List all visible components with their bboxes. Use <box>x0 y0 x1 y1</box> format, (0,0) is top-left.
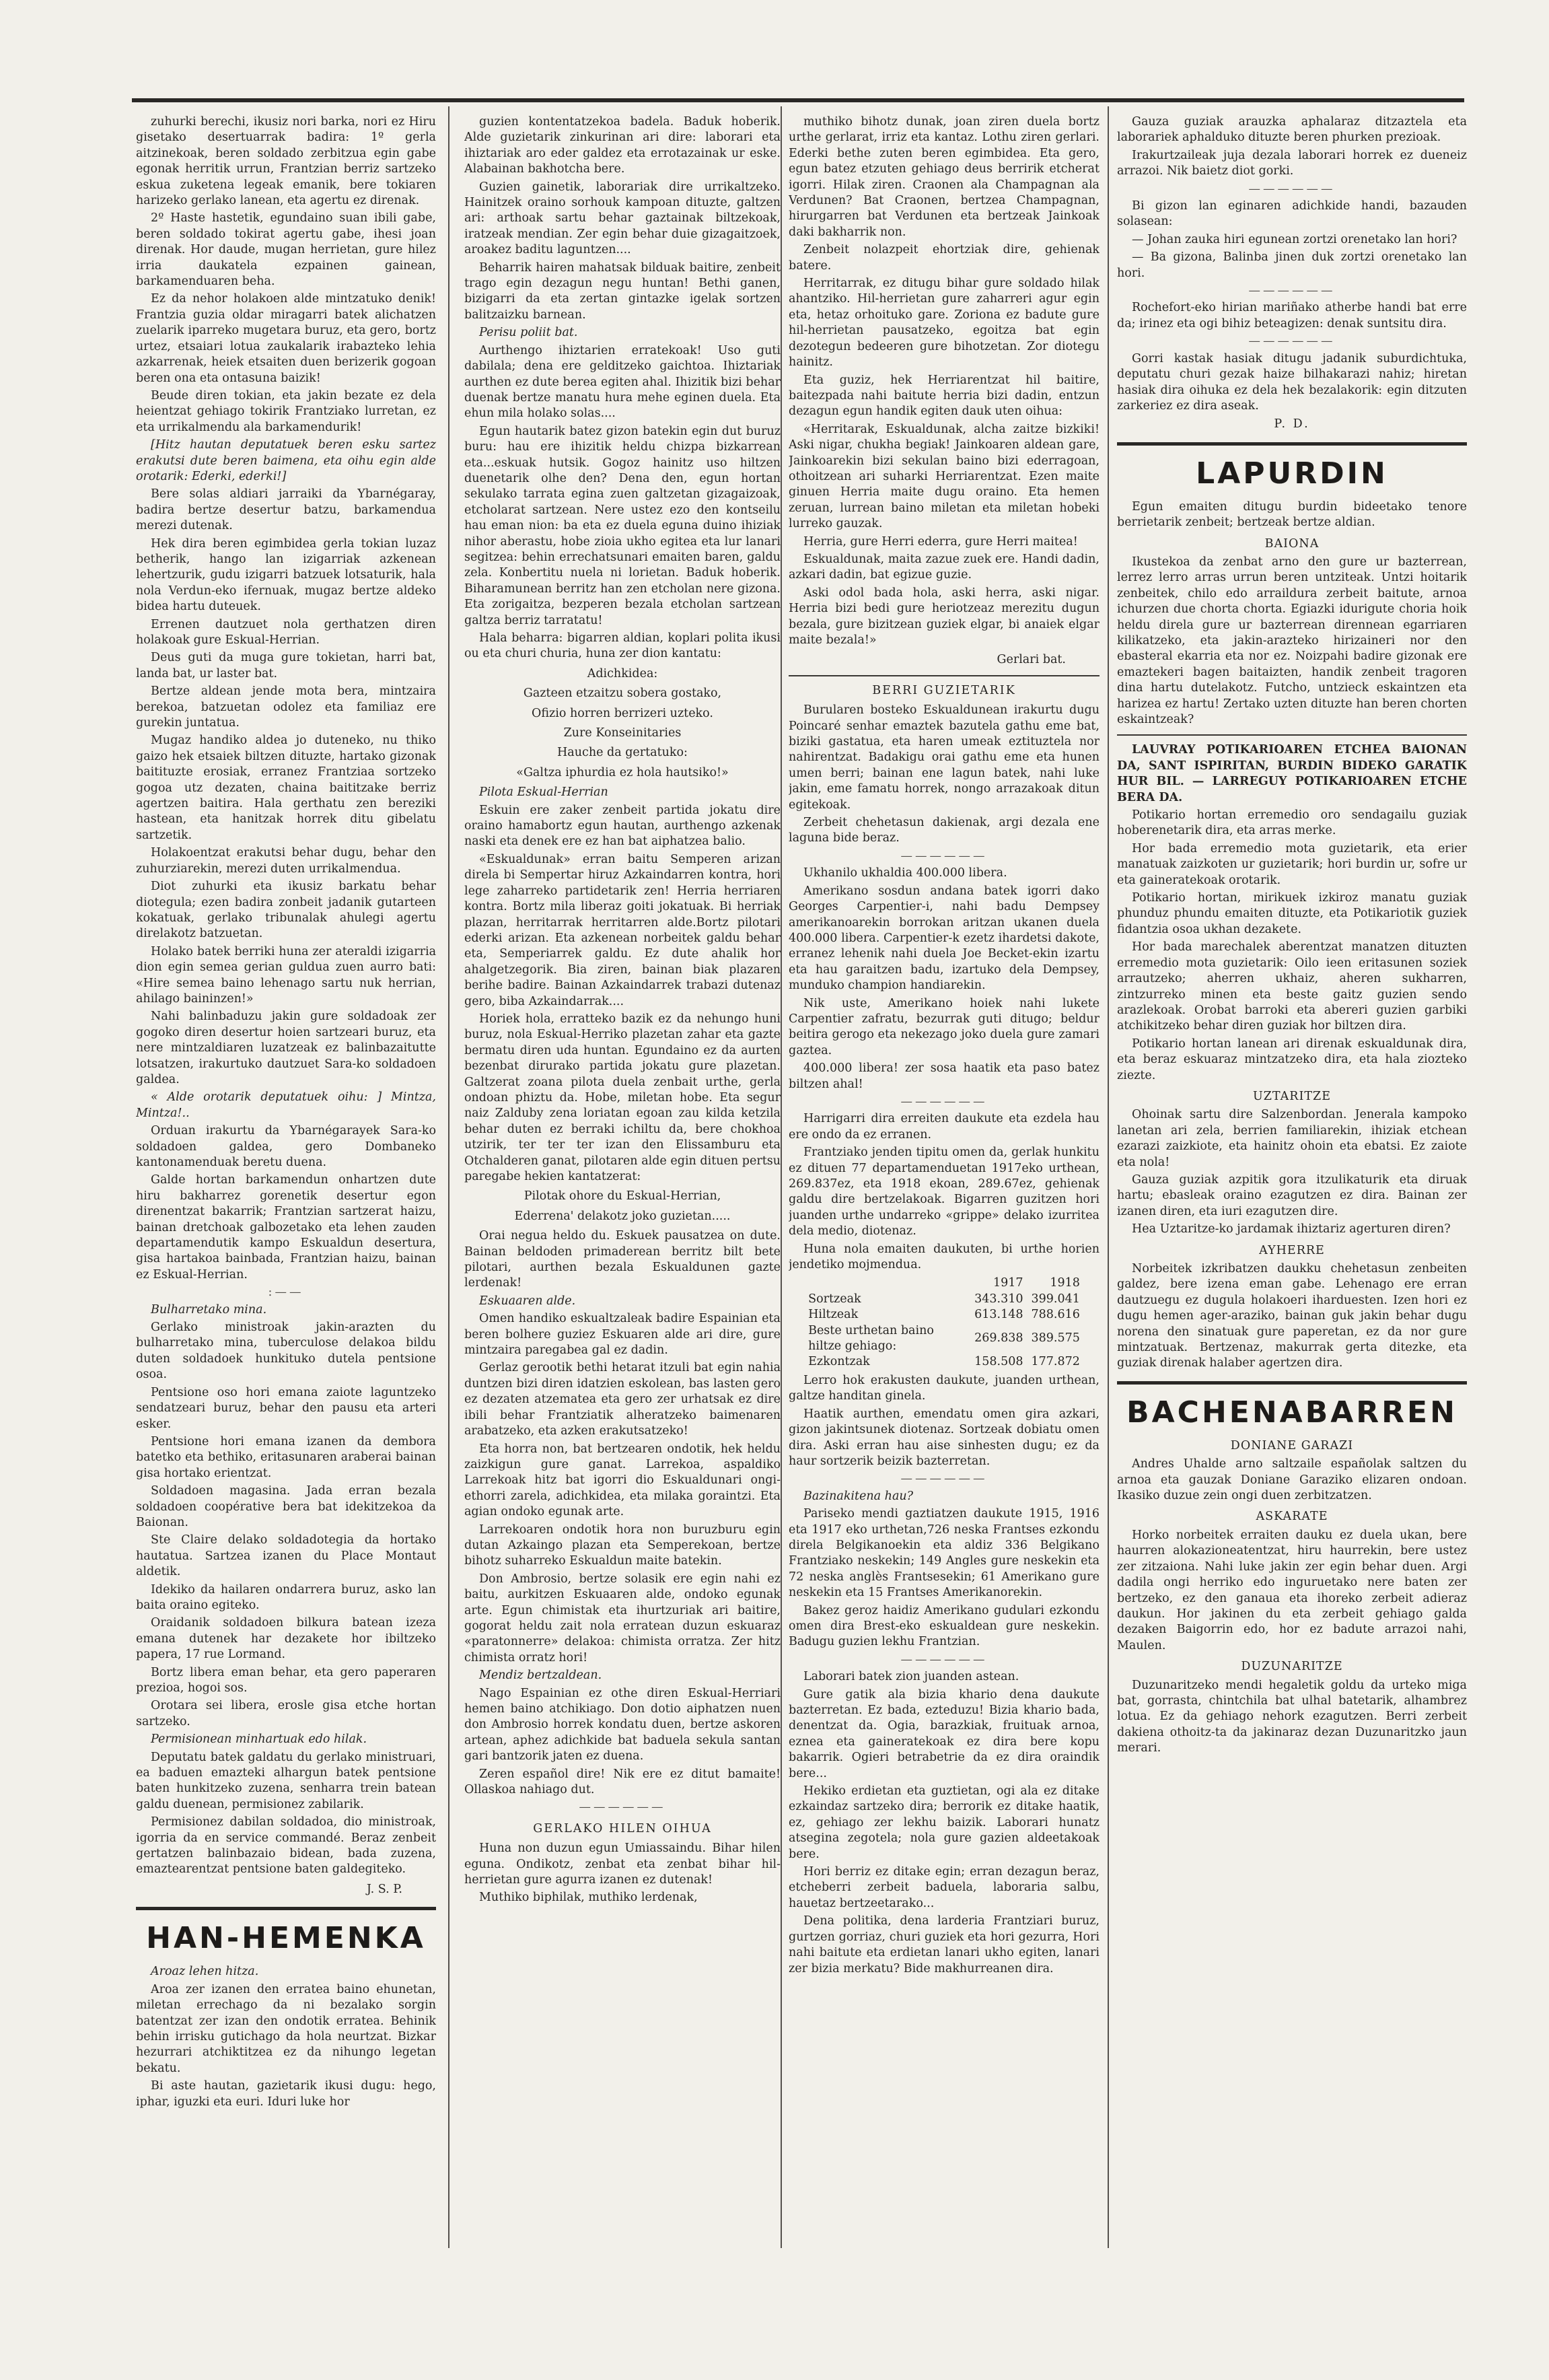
paragraph: Zenbeit nolazpeit ehortziak dire, gehienak batere. <box>789 243 1100 273</box>
paragraph: Horko norbeitek erraiten dauku ez duela ukan, bere haurren alokazioneatentzat, hiru haurrekin, bere ustez zer zitzaiona. Nahi luke jakin zer egin behar duen. Argi dadila ongi herriko edo inguruetako nere baten zer bertzeko, ez den ganaua eta ihoreko zerbeit adieraz daukun. Hor jakinen du eta zerbeit gehiago galda dezaken Baigorrin edo, hor ez badute arrazoi nahi, Maulen. <box>1117 1528 1467 1652</box>
paragraph: Hea Uztaritze-ko jardamak ihiztariz agerturen diren? <box>1132 1222 1451 1236</box>
separator: —————— <box>900 1472 988 1486</box>
paragraph: zuhurki berechi, ikusiz nori barka, nori ez Hiru gisetako desertuarrak badira: 1º gerla aitzinekoak, beren soldado zerbitzua egin gabe egonak herritik urrun, Frantzian berriz sartzeko eskua zuketena legeak emanik, bere tokiaren harizeko gerlako lanean, eta agertu ez direnak. <box>136 115 436 208</box>
population-table <box>804 1275 1084 1370</box>
paragraph: Oraidanik soldadoen bilkura batean izeza emana dutenek har dezakete hor ibiltzeko papera, 17 rue Lormand. <box>136 1616 436 1662</box>
paragraph: Deus guti da muga gure tokietan, harri bat, landa bat, ur laster bat. <box>136 651 436 680</box>
paragraph: Errenen dautzuet nola gerthatzen diren holakoak gure Eskual-Herrian. <box>136 617 436 647</box>
paragraph: Diot zuhurki eta ikusiz barkatu behar diotegula; ezen badira zonbeit jadanik gutarteen kokatuak, gerlako tribunalak ahulegi agertu direlakotz batzuetan. <box>136 880 436 941</box>
paragraph: Huna nola emaiten daukuten, bi urthe horien jendetiko mojmendua. <box>789 1242 1100 1272</box>
paragraph: Hekiko erdietan eta guztietan, ogi ala ez ditake ezkaindaz sartzeko dira; berrorik ez ditake haatik, ez, gehiago zer lekhu baizik. Laborari hunatz atsegina zegotela; nola gure gazien aldeetakoak bere. <box>789 1784 1100 1861</box>
separator: —————— <box>1248 182 1336 196</box>
paragraph: Hek dira beren egimbidea gerla tokian luzaz betherik, hango lan izigarriak azkenean lehertzurik, gudu izigarri batzuek lotsaturik, hala nola Verdun-eko ifernuak, mugaz bertze aldeko bidea hartu duteuek. <box>136 536 436 614</box>
place-heading: UZTARITZE <box>1253 1089 1331 1103</box>
paragraph: Don Ambrosio, bertze solasik ere egin nahi ez baitu, aurkitzen Eskuaaren alde, ondoko egunak arte. Egun chimistak eta ihurtzuriak ari baitire, gogorat heldu zait nola erratean duzun eskuaraz «paratonnerre» delakoa: chimista orratza. Zer hitz chimista orratz hori! <box>464 1572 781 1665</box>
separator: —————— <box>900 1094 988 1109</box>
section-heading: HAN-HEMENKA <box>146 1921 426 1956</box>
paragraph: Holako batek berriki huna zer ateraldi izigarria dion egin semea gerian guldua zuen aurro bati: «Hire semea baino lehenago sartu nuk herrian, ahilago baininzen!» <box>136 944 436 1006</box>
paragraph: Gerlako ministroak jakin-arazten du bulharretako mina, tuberculose delakoa bildu duten soldadoek hunkituko dutela pentsione osoa. <box>136 1321 436 1382</box>
signature: P. D. <box>1274 417 1310 431</box>
paragraph: Pentsione oso hori emana zaiote laguntzeko sendatzeari buruz, behar den pausu eta arteri esker. <box>136 1385 436 1431</box>
table-cell: 343.310 <box>974 1292 1023 1306</box>
table-year: 1917 <box>993 1276 1023 1290</box>
paragraph: Horiek hola, erratteko bazik ez da nehungo huni buruz, nola Eskual-Herriko plazetan zahar eta gazte bermatu diren uda huntan. Egundaino ez da aurten bezenbat dirurako partida jokatu gure plazetan. Galtzerat zoana pilota duela zenbait urthe, gerla ondoan phiztu da. Hobe, miletan hobe. Eta segur naiz Zalduby zena loriatan egoan zau kilda ketzila behar duten ez berraki ichiltu da, bere chokhoa utzirik, ter ter ter izan den Elissamburu eta Otchalderen ganat, pilotaren alde egin dituen pertsu paregabe hekien kantatzerat: <box>464 1012 781 1183</box>
column-3 <box>789 114 1100 2248</box>
paragraph: Larrekoaren ondotik hora non buruzburu egin dutan Azkaingo plazan eta Semperekoan, bertze bihotz suharreko Eskualdun maite batekin. <box>464 1523 781 1568</box>
section-heading-box <box>1117 442 1467 493</box>
verse-heading: Adichkidea: <box>587 666 658 680</box>
quote-line: Ederrena' delakotz joko guzietan..... <box>514 1209 731 1223</box>
table-row <box>804 1307 1084 1323</box>
paragraph: Egun hautarik batez gizon batekin egin dut buruz buru: hau ere ihizitik heldu chizpa bizkarrean eta...eskuak hutsik. Gogoz hainitz uso hiltzen duenetarik olhe den? Dena den, egun hortan sekulako tarrata egina zuen galtzetan gizagaizoak, etcholarat sartzean. Nere ustez ezo den kontseilu hau eman nion: ba eta ez duela eguna duino ihiziak nihor aberastu, hobe zioia ukho egitea eta lur lanari segitzea: behin errechatsunari emaiten baren, galdu zela. Konbertitu nuela ni lorietan. Baduk hoberik. Biharamunean berritz han zen etcholan nere gizona. Eta zorigaitza, bezperen bezala etcholan sartzean galtza berriz tarratatu! <box>464 424 781 627</box>
paragraph: Frantziako jenden tipitu omen da, gerlak hunkitu ez dituen 77 departamenduetan 1917eko urthean, 269.837ez, eta 1918 ekoan, 289.67ez, gehienak galdu dire bertzelakoak. Bigarren guzitzen hori juanden urthe undarreko «grippe» delako izurritea dela medio, diotenaz. <box>789 1146 1100 1238</box>
column-rule <box>781 106 782 2248</box>
paragraph: Gure gatik ala bizia khario dena daukute bazterretan. Ez bada, ezteduzu! Bizia khario bada, denentzat da. Ogia, barazkiak, fruituak arnoa, eznea eta gaineratekoak ez dira bere kopu bakarrik. Ogieri betrabetrie da ez dira oraindik bere... <box>789 1687 1100 1780</box>
paragraph: Laborari batek zion juanden astean. <box>803 1670 1019 1684</box>
paragraph: Beharrik hairen mahatsak bilduak baitire, zenbeit trago egin dezagun negu huntan! Bethi ganen, bizigarri da eta zertan gintazke igelak sortzen balitzaizku barnean. <box>464 260 781 322</box>
paragraph: Idekiko da hailaren ondarrera buruz, asko lan baita oraino egiteko. <box>136 1582 436 1612</box>
paragraph: Dena politika, dena larderia Frantziari buruz, gurtzen gorriaz, churi guziek eta hori gezurra, Hori nahi baitute eta erdietan lanari ukho egiten, lanari zer bizia merkatu? Bide makhurreanen dira. <box>789 1914 1100 1975</box>
table-row <box>804 1292 1084 1307</box>
paragraph: Nik uste, Amerikano hoiek nahi lukete Carpentier zafratu, bezurrak guti ditugo; beldur beitira gerogo eta nekezago joko duela gure zamari gaztea. <box>789 996 1100 1057</box>
subheading: Aroaz lehen hitza. <box>151 1965 259 1979</box>
italic-quote: [Hitz hautan deputatuek beren esku sartez erakutsi dute beren baimena, eta oihu egin alde orotarik: Ederki, ederki!] <box>136 438 436 483</box>
paragraph: Herria, gure Herri ederra, gure Herri maitea! <box>803 534 1078 549</box>
verse-line: Zure Konseinitaries <box>563 726 682 740</box>
paragraph: Aski odol bada hola, aski herra, aski nigar. Herria bizi bedi gure heriotzeaz merezitu dugun bezala, gure bizitzean guziek elgar, bi anaiek elgar maite bezala!» <box>789 586 1100 647</box>
paragraph: Deputatu batek galdatu du gerlako ministruari, ea baduen emazteki alhargun batek pentsione baten hunkitzeko zuzena, senharra trein batean galdu duenean, permisionez zabilarik. <box>136 1750 436 1811</box>
paragraph: Muthiko biphilak, muthiko lerdenak, <box>479 1891 698 1905</box>
paragraph: Gauza guziak arauzka aphalaraz ditzaztela eta laborariek aphalduko dituzte beren phurken prezioak. <box>1117 115 1467 145</box>
paragraph: Norbeitek izkribatzen daukku chehetasun zenbeiten galdez, bere izena eman gabe. Lehenago ere erran dautzuegu ez dugula holakoeri iharduesten. Izen hori ez dugu hemen ager-araziko, bainan guk jakin behar dugu norena den sinatuak gure paperetan, ez da nor gure mintzatuak. Bertzenaz, makurrak gerta ditezke, eta guziak direnak halaber agertzen dira. <box>1117 1262 1467 1370</box>
separator: —————— <box>1248 284 1336 298</box>
paragraph: Hor bada marechalek aberentzat manatzen dituzten erremedio mota guzietarik: Oilo ieen eritasunen soziek arrautzeko; aherren ukhaiz, aheren sukharren, zintzurreko minen eta beste gaitz guzien sendo arazlekoak. Orobat barroki eta abereri guzien garbiki atchikitzeko behar diren guziak hor biltzen dira. <box>1117 940 1467 1033</box>
column-2 <box>464 114 781 2248</box>
paragraph: Potikario hortan lanean ari direnak eskualdunak dira, eta beraz eskuaraz mintzatzeko dira, eta hala ziozteko ziezte. <box>1117 1037 1467 1082</box>
paragraph: Lerro hok erakusten daukute, juanden urthean, galtze handitan ginela. <box>789 1373 1100 1403</box>
paragraph: Bertze aldean jende mota bera, mintzaira berekoa, batzuetan odolez eta familiaz ere gurekin juntatua. <box>136 685 436 730</box>
paragraph: Ste Claire delako soldadotegia da hortako hautatua. Sartzea izanen du Place Montaut aldetik. <box>136 1533 436 1579</box>
paragraph: Amerikano sosdun andana batek igorri dako Georges Carpentier-i, nahi badu Dempsey amerikanoarekin borrokan aritzan ukanen duela 400.000 libera. Carpentier-k ezetz ihardetsi dakote, erranez lehenik nahi duela Joe Becket-ekin izartu eta hau garaitzen badu, izartuko dela Dempsey, munduko champion handiarekin. <box>789 884 1100 993</box>
verse-line: Gazteen etzaitzu sobera gostako, <box>523 687 722 701</box>
paragraph: Duzunaritzeko mendi hegaletik goldu da urteko miga bat, gorrasta, chintchila bat ulhal batetarik, alhambrez lotua. Ez da gehiago nehork ezagutzen. Berri zerbeit dakiena othoitz-ta da jakinaraz dezan Duzunaritzko jaun merari. <box>1117 1678 1467 1755</box>
column-1 <box>136 114 436 2248</box>
paragraph: 400.000 libera! zer sosa haatik eta paso batez biltzen ahal! <box>789 1061 1100 1091</box>
table-cell: 788.616 <box>1031 1308 1080 1322</box>
signature: J. S. P. <box>366 1882 402 1896</box>
subheading: Perisu poliit bat. <box>479 326 578 340</box>
column-4 <box>1117 114 1467 2248</box>
paragraph: Andres Uhalde arno saltzaile españolak saltzen du arnoa eta gauzak Doniane Garaziko elizaren ondoan. Ikasiko duzue zein ongi duen zerbitzatzen. <box>1117 1457 1467 1503</box>
table-cell: 613.148 <box>974 1308 1023 1322</box>
top-rule <box>132 98 1464 102</box>
paragraph: Zeren español dire! Nik ere ez ditut bamaite! Ollaskoa nahiago dut. <box>464 1767 781 1797</box>
paragraph: Guzien gainetik, laborariak dire urrikaltzeko. Hainitzek oraino sorhouk kampoan dituzte, galtzen ari: arthoak sartu behar gaztainak biltzekoak, iratzeak mendian. Zer egin behar duie gizagaitzoek, aroakez baditu laguntzen.... <box>464 180 781 257</box>
paragraph: Potikario hortan erremedio oro sendagailu guziak hoberenetarik dira, eta arras merke. <box>1117 808 1467 838</box>
paragraph: Rochefort-eko hirian mariñako atherbe handi bat erre da; irinez eta ogi bihiz beteagizen: denak suntsitu dira. <box>1117 301 1467 330</box>
subheading: Mendiz bertzaldean. <box>479 1669 602 1683</box>
paragraph: — Johan zauka hiri egunean zortzi orenetako lan hori? <box>1132 232 1457 246</box>
paragraph: Hori berriz ez ditake egin; erran dezagun beraz, etcheberri zerbeit baduela, laboraria salbu, hauetaz bertzeetarako... <box>789 1865 1100 1910</box>
paragraph: Bere solas aldiari jarraiki da Ybarnégaray, badira bertze desertur batzu, barkamendua merezi dutenak. <box>136 487 436 533</box>
paragraph: Bakez geroz haidiz Amerikano gudulari ezkondu omen dira Brest-eko eskualdean gure neskekin. Badugu guzien lekhu Frantzian. <box>789 1603 1100 1649</box>
paragraph: Hala beharra: bigarren aldian, koplari polita ikusi ou eta churi churia, huna zer dion kantatu: <box>464 631 781 661</box>
table-cell: 177.872 <box>1031 1355 1080 1369</box>
table-label: Ezkontzak <box>808 1355 870 1369</box>
paragraph: Nago Espainian ez othe diren Eskual-Herriari hemen baino atchikiago. Don dotio aiphatzen nuen don Ambrosio horrek kondatu duen, bertze askoren artean, aphez adichkide bat baduela sekula santan gari bantzorik jaten ez duena. <box>464 1686 781 1763</box>
section-heading-box <box>1117 1381 1467 1432</box>
paragraph: Eta horra non, bat bertzearen ondotik, hek heldu zaizkigun gure ganat. Larrekoa, aspaldiko Larrekoak hitz bat igorri dio Eskualdunari ongi-ethorri zarela, adichkidea, eta milaka goraintzi. Eta agian ondoko egunak arte. <box>464 1442 781 1519</box>
paragraph: Holakoentzat erakutsi behar dugu, behar den zuhurziarekin, merezi duten urrikalmendua. <box>136 846 436 876</box>
horizontal-rule <box>1117 734 1467 736</box>
paragraph: Ohoinak sartu dire Salzenbordan. Jenerala kampoko lanetan ari zela, berrien familiarekin, ihiziak etchean ezarazi zaizkiote, eta hainitz ohoin eta ebatsi. Ez zaiote eta nola! <box>1117 1108 1467 1169</box>
section-heading: GERLAKO HILEN OIHUA <box>533 1821 712 1835</box>
paragraph: Orai negua heldo du. Eskuek pausatzea on dute. Bainan beldoden primaderean berritz bilt bete pilotari, aurthen bezala Eskualdunen gazte lerdenak! <box>464 1229 781 1290</box>
separator: —————— <box>1248 335 1336 349</box>
section-heading: LAPURDIN <box>1196 456 1388 491</box>
verse-line: «Galtza iphurdia ez hola hautsiko!» <box>516 765 729 779</box>
paragraph: Eskualdunak, maita zazue zuek ere. Handi dadin, azkari dadin, bat egizue guzie. <box>789 552 1100 582</box>
table-cell: 399.041 <box>1031 1292 1080 1306</box>
paragraph: Harrigarri dira erreiten daukute eta ezdela hau ere ondo da ez erranen. <box>789 1112 1100 1142</box>
paragraph: Bi gizon lan eginaren adichkide handi, bazauden solasean: <box>1117 199 1467 229</box>
paragraph: muthiko bihotz dunak, joan ziren duela bortz urthe gerlarat, irriz eta kantaz. Lothu ziren gerlari. Ederki bethe zuten beren egimbidea. Eta gero, egun batez etzuten gehiago deus berririk etcherat igorri. Hilak ziren. Craonen ala Champagnan ala Verdunen? Bat Craonen, bertzea Champagnan, hirurgarren bat Verdunen eta bertzeak Jainkoak daki bakharrik non. <box>789 115 1100 239</box>
paragraph: Gerlaz gerootik bethi hetarat itzuli bat egin nahia duntzen bizi diren idatzien eskolean, bas lasten gero ez dezaten atzematea eta gero zer urhatsak ez dire ibili behar Frantziatik alheratzeko baimenaren arabatzeko, eta azken erakutsatzeko! <box>464 1361 781 1438</box>
paragraph: Nahi balinbaduzu jakin gure soldadoak zer gogoko diren desertur hoien sartzeari buruz, eta nere mintzaldiaren luzatzeak ez balinbazaitutte lotsatzen, irakurtuko dautzuet Sara-ko soldadoen galdea. <box>136 1010 436 1086</box>
subheading: Pilota Eskual-Herrian <box>479 785 608 800</box>
paragraph: Pentsione hori emana izanen da dembora batetko eta bethiko, eritasunaren araberai bainan gisa hortako erientzat. <box>136 1434 436 1480</box>
separator: —————— <box>900 1652 988 1667</box>
signature: Gerlari bat. <box>997 653 1066 667</box>
paragraph: Irakurtzaileak juja dezala laborari horrek ez dueneiz arrazoi. Nik baietz diot gorki. <box>1117 148 1467 178</box>
paragraph: Egun emaiten ditugu burdin bideetako tenore berrietarik zenbeit; bertzeak bertze aldian. <box>1117 499 1467 530</box>
section-heading: BERRI GUZIETARIK <box>872 683 1016 697</box>
paragraph: Permisionez dabilan soldadoa, dio ministroak, igorria da en service commandé. Beraz zenbeit gertatzen balinbazaio bidean, bada zuzena, emaztearentzat pentsione baten galdegiteko. <box>136 1815 436 1877</box>
section-heading: BACHENABARREN <box>1126 1395 1457 1430</box>
subheading: Bulharretako mina. <box>151 1302 267 1317</box>
subheading: Permisionean minhartuak edo hilak. <box>151 1733 367 1747</box>
quote-line: Pilotak ohore du Eskual-Herrian, <box>524 1189 721 1203</box>
paragraph: Ez da nehor holakoen alde mintzatuko denik! Frantzia guzia oldar miragarri batek alichatzen zuelarik iparreko mugetara buruz, eta gero, bortz urtez, etsaiari lotua zaukalarik irabazteko lehia azkarrenak, heiek etsaiten duen berizerik gogoan beren ona eta ontasuna baizik! <box>136 292 436 385</box>
separator: —————— <box>579 1800 666 1815</box>
section-heading-box <box>136 1907 436 1957</box>
subheading: Eskuaaren alde. <box>479 1294 576 1308</box>
verse-line: Ofizio horren berrizeri uzteko. <box>532 706 713 720</box>
table-label: Hiltzeak <box>808 1308 859 1322</box>
paragraph: Eta guziz, hek Herriarentzat hil baitire, baitezpada nahi baitute herria bizi dadin, entzun dezagun egun handik egiten dauk uten oihua: <box>789 373 1100 419</box>
paragraph: Beude diren tokian, eta jakin bezate ez dela heientzat gehiago tokirik Frantziako lurretan, ez eta urrikalmendu ala barkamendurik! <box>136 388 436 434</box>
horizontal-rule <box>789 675 1100 676</box>
subheading: Bazinakitena hau? <box>803 1489 914 1503</box>
paragraph: Omen handiko eskualtzaleak badire Espainian eta beren bolhere guziez Eskuaren alde ari dire, gure mintzaira paregabea gal ez dadin. <box>464 1312 781 1358</box>
table-row <box>804 1323 1084 1355</box>
paragraph: Pariseko mendi gaztiatzen daukute 1915, 1916 eta 1917 eko urthetan,726 neska Frantses ezkondu direla Belgikanoekin eta aldiz 336 Belgikano Frantziako neskekin; 149 Angles gure neskekin eta 72 neska anglès Frantsesekin; 61 Amerikano gure neskekin eta 15 Frantses Amerikanorekin. <box>789 1507 1100 1600</box>
paragraph: Gauza guziak azpitik gora itzulikaturik eta diruak hartu; ebasleak oraino ezagutzen ez dira. Bainan zer izanen diren, eta iuri ezagutzen dire. <box>1117 1172 1467 1218</box>
paragraph: Gorri kastak hasiak ditugu jadanik suburdichtuka, deputatu churi gezak haize bilhakarazi nahiz; hiretan hasiak dira oihuka ez dela hek bezalakorik: egin ditzuten zarkeriez ez dira aseak. <box>1117 351 1467 413</box>
paragraph: Galde hortan barkamendun onhartzen dute hiru bakharrez gorenetik desertur egon direnentzat bakarrik; Frantzian sartzerat haizu, bainan dretchoak galbozetako eta lehen zauden departamendutik kampo Eskualdun desertura, gisa hartakoa bainbada, Frantzian haizu, bainan ez Eskual-Herrian. <box>136 1173 436 1282</box>
paragraph: Bortz libera eman behar, eta gero paperaren prezioa, hogoi sos. <box>136 1665 436 1695</box>
paragraph: Herritarrak, ez ditugu bihar gure soldado hilak ahantziko. Hil-herrietan gure zaharreri agur egin eta, hetaz orhoituko gare. Zoriona ez badute gure hil-herrietan pausatzeko, egoitza bat egin dezotegun bedeeren gure bihotzetan. Zor diotegu hainitz. <box>789 277 1100 370</box>
place-heading: ASKARATE <box>1256 1510 1328 1524</box>
table-cell: 158.508 <box>974 1355 1023 1369</box>
italic-quote: « Alde orotarik deputatuek oihu: ] Mintza, Mintza!.. <box>136 1090 436 1120</box>
paragraph: Orotara sei libera, erosle gisa etche hortan sartzeko. <box>136 1699 436 1728</box>
paragraph: Burularen bosteko Eskualdunean irakurtu dugu Poincaré senhar emaztek bazutela gathu eme bat, biziki gastatua, eta haren umeak eztituztela nor nahirentzat. Badakigu orai gathu eme eta hunen umen berri; bainan ene lagun batek, nahi luke jakin, eme famatu horrek, nongo arrazakoak ditun egitekoak. <box>789 703 1100 812</box>
paragraph: Haatik aurthen, emendatu omen gira azkari, gizon jakintsunek diotenaz. Sortzeak dobiatu omen dira. Aski erran hau aise sinhesten dugu; ez da haur sortzerik beizik bazterretan. <box>789 1407 1100 1468</box>
separator: —————— <box>900 849 988 863</box>
place-heading: DONIANE GARAZI <box>1230 1438 1354 1452</box>
advert-heading: LAUVRAY POTIKARIOAREN ETCHEA BAIONAN DA, SANT ISPIRITAN, BURDIN BIDEKO GARATIK HUR BIL. — LARREGUY POTIKARIOAREN ETCHE BERA DA. <box>1117 743 1467 804</box>
paragraph: — Ba gizona, Balinba jinen duk zortzi orenetako lan hori. <box>1117 250 1467 280</box>
paragraph: Huna non duzun egun Umiassaindu. Bihar hilen eguna. Ondikotz, zenbat eta zenbat bihar hil-herrietan gure agurra izanen ez dutenak! <box>464 1842 781 1887</box>
paragraph: Bi aste hautan, gazietarik ikusi dugu: hego, iphar, iguzki eta euri. Iduri luke hor <box>136 2079 436 2109</box>
column-rule <box>1108 106 1109 2248</box>
place-heading: BAIONA <box>1264 536 1320 551</box>
table-row <box>804 1354 1084 1370</box>
paragraph: Aroa zer izanen den erratea baino ehunetan, miletan errechago da ni bezalako sorgin batentzat zer izan den ondotik erratea. Behinik behin irrisku gutichago da hola neurtzat. Bizkar hezurrari atchiktitzea ez da nihungo legetan bekatu. <box>136 1982 436 2075</box>
separator: :—— <box>268 1286 304 1300</box>
place-heading: DUZUNARITZE <box>1241 1660 1343 1674</box>
paragraph: Aurthengo ihiztarien erratekoak! Uso guti dabilala; dena ere gelditzeko gaichtoa. Ihiztariak aurthen ez dute berea egiten ahal. Ihizitik bizi behar duenak bertze manatu hura mehe eginen duela. Eta ehun mila holako solas.... <box>464 343 781 421</box>
table-label: Sortzeak <box>808 1292 861 1306</box>
table-cell <box>804 1275 970 1291</box>
paragraph: guzien kontentatzekoa badela. Baduk hoberik. Alde guzietarik zinkurinan ari dire: laborari eta ihiztariak aro eder galdez eta errotazainak ur eske. Alabainan bakhotcha bere. <box>464 115 781 176</box>
table-label: Beste urthetan baino hiltze gehiago: <box>808 1323 934 1354</box>
paragraph: Ikustekoa da zenbat arno den gure ur bazterrean, lerrez lerro arras urrun beren untziteak. Untzi hoitarik zenbeitek, chilo edo arraildura zerbeit baitute, arnoa ichurzen due chorta chorta. Egiazki idurigute choria hoik heldu direla gure ur bazterrean dirennean egarriaren kilikatzeko, eta jakin-arazteko hirizaineri nor den ebasteral ekarria eta nor ez. Noizpahi badire gizonak ere emaztekeri bagen baitaizten, handik zenbeit tragoren dina hartu dutelakotz. Futcho, untzieck eskaintzen eta harizea ez hartu! Zertako uzten dituzte han beren chorten eskaintzeak? <box>1117 555 1467 726</box>
place-heading: AYHERRE <box>1259 1243 1325 1257</box>
paragraph: Soldadoen magasina. Jada erran bezala soldadoen coopérative bera bat idekitzekoa da Baionan. <box>136 1484 436 1529</box>
table-header-row <box>804 1275 1084 1291</box>
paragraph: Zerbeit chehetasun dakienak, argi dezala ene laguna bide beraz. <box>789 816 1100 845</box>
paragraph: Eskuin ere zaker zenbeit partida jokatu dire oraino hamabortz egun hautan, aurthengo azkenak naski eta denek ere ez han bat aiphatzea balio. <box>464 803 781 849</box>
paragraph: Mugaz handiko aldea jo duteneko, nu thiko gaizo hek etsaiek biltzen dituzte, hartako gizonak baitituzte erosiak, erranez Frantziaa sortzeko gogoa utz dezaten, chaina baititzake berriz agertzen baitira. Hala gerthatu zen bereziki hastean, eta hanitzak horrek ditu gibelatu sartzetik. <box>136 734 436 842</box>
paragraph: 2º Haste hastetik, egundaino suan ibili gabe, beren soldado tokirat agertu gabe, ihesi joan direnak. Hor daude, mugan herrietan, gure hilez irria daukatela ezpainen gainean, barkamenduaren beha. <box>136 211 436 289</box>
paragraph: Orduan irakurtu da Ybarnégarayek Sara-ko soldadoen galdea, gero Dombaneko kantonamenduak beretu duena. <box>136 1124 436 1169</box>
table-cell: 269.838 <box>974 1331 1023 1345</box>
paragraph: Potikario hortan, mirikuek izkiroz manatu guziak phunduz phundu emaiten dituzte, eta Potikariotik guziek fidantzia osoa ukhan dezakete. <box>1117 891 1467 936</box>
paragraph: «Eskualdunak» erran baitu Semperen arizan direla bi Sempertar hiruz Azkaindarren kontra, hori lege zaharreko partidetarik zen! Herria herriaren kontra. Bortz mila liberaz goiti jokatuak. Bi herriak plazan, herritarrak herritarren alde.Bortz pilotari ederki arizan. Eta azkenean norbeitek galdu behar eta, Semperiarrek galdu. Ez dute ahalik hor ahalgetzegorik. Bia ziren, bainan biak plazaren berihe badire. Bainan Azkaindarrek trabazi dutenaz gero, biba Azkaindarrak.... <box>464 852 781 1008</box>
paragraph: Ukhanilo ukhaldia 400.000 libera. <box>803 866 1007 880</box>
table-year: 1918 <box>1050 1276 1080 1290</box>
column-rule <box>448 106 449 2248</box>
paragraph: Hor bada erremedio mota guzietarik, eta erier manatuak zaizkoten ur guzietarik; hori burdin ur, sofre ur eta gaineratekoak orotarik. <box>1117 841 1467 887</box>
table-cell: 389.575 <box>1031 1331 1080 1345</box>
paragraph: «Herritarak, Eskualdunak, alcha zaitze bizkiki! Aski nigar, chukha begiak! Jainkoaren aldean gare, Jainkoarekin bizi sekulan baino bizi ederragoan, othoitzean ari suharki Herriarentzat. Ezen maite ginuen Herria maite dugu oraino. Eta hemen zeruan, lurrean baino miletan eta miletan hobeki lurreko gauzak. <box>789 422 1100 531</box>
verse-line: Hauche da gertatuko: <box>557 746 688 760</box>
